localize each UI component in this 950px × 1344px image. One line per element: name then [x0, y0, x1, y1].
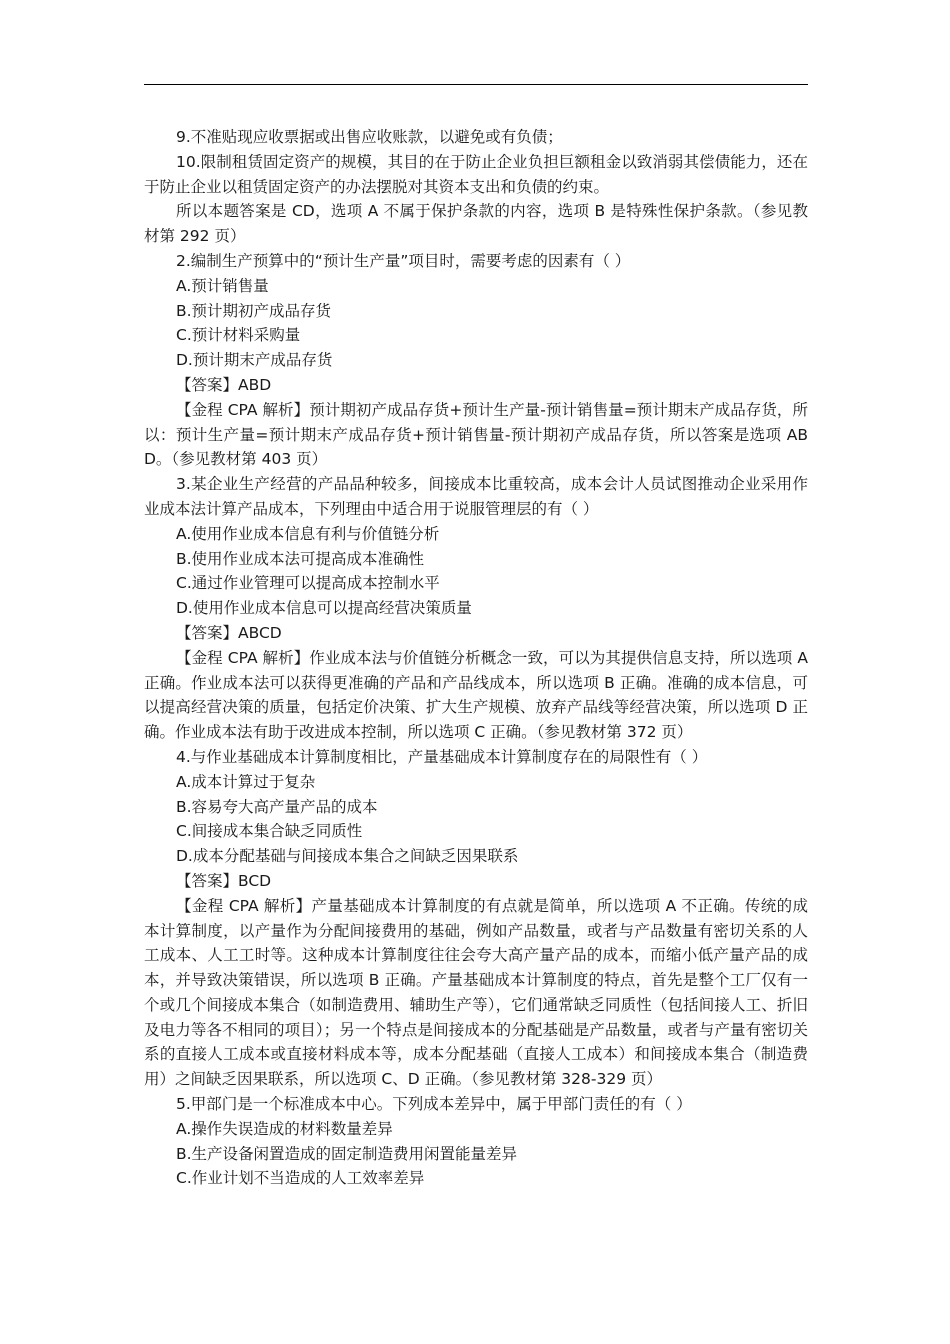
answer: 【答案】ABCD [176, 623, 282, 642]
question-5: 5.甲部门是一个标准成本中心。下列成本差异中，属于甲部门责任的有（ ） [176, 1095, 692, 1114]
paragraph: 10.限制租赁固定资产的规模，其目的在于防止企业负担巨额租金以致消弱其偿债能力，还在于防止企业以租赁固定资产的办法摆脱对其资本支出和负债的约束。 [144, 152, 808, 196]
option: B.容易夸大高产量产品的成本 [176, 797, 378, 816]
option: C.通过作业管理可以提高成本控制水平 [176, 574, 440, 593]
paragraph: 9.不准贴现应收票据或出售应收账款，以避免或有负债； [176, 128, 563, 146]
option: B.生产设备闲置造成的固定制造费用闲置能量差异 [176, 1144, 518, 1163]
explanation: 【金程 CPA 解析】预计期初产成品存货+预计生产量-预计销售量=预计期末产成品存货，所以：预计生产量=预计期末产成品存货+预计销售量-预计期初产成品存货，所以答案是选项 ABD。（参见教材第 403 页） [144, 400, 808, 469]
option: A.成本计算过于复杂 [176, 772, 316, 791]
option: C.作业计划不当造成的人工效率差异 [176, 1169, 425, 1188]
option: A.操作失误造成的材料数量差异 [176, 1119, 393, 1138]
paragraph: 所以本题答案是 CD，选项 A 不属于保护条款的内容，选项 B 是特殊性保护条款。（参见教材第 292 页） [144, 202, 808, 246]
option: B.预计期初产成品存货 [176, 301, 332, 320]
option: D.成本分配基础与间接成本集合之间缺乏因果联系 [176, 847, 519, 866]
option: C.预计材料采购量 [176, 326, 301, 345]
question-4: 4.与作业基础成本计算制度相比，产量基础成本计算制度存在的局限性有（ ） [176, 747, 708, 766]
explanation: 【金程 CPA 解析】产量基础成本计算制度的有点就是简单，所以选项 A 不正确。传统的成本计算制度，以产量作为分配间接费用的基础，例如产品数量，或者与产品数量有密切关系的人工成本、人工工时等。这种成本计算制度往往会夸大高产量产品的成本，而缩小低产量产品的成本，并导致决策错误，所以选项 B 正确。产量基础成本计算制度的特点，首先是整个工厂仅有一个或几个间接成本集合（如制造费用、辅助生产等），它们通常缺乏同质性（包括间接人工、折旧及电力等各不相同的项目）；另一个特点是间接成本的分配基础是产品数量，或者与产量有密切关系的直接人工成本或直接材料成本等，成本分配基础（直接人工成本）和间接成本集合（制造费用）之间缺乏因果联系，所以选项 C、D 正确。（参见教材第 328-329 页） [144, 896, 808, 1089]
question-3: 3.某企业生产经营的产品品种较多，间接成本比重较高，成本会计人员试图推动企业采用作业成本法计算产品成本，下列理由中适合用于说服管理层的有（ ） [144, 475, 808, 518]
option: B.使用作业成本法可提高成本准确性 [176, 549, 425, 568]
answer: 【答案】ABD [176, 375, 272, 394]
answer: 【答案】BCD [176, 871, 272, 890]
option: A.预计销售量 [176, 276, 269, 295]
option: A.使用作业成本信息有利与价值链分析 [176, 524, 440, 543]
explanation: 【金程 CPA 解析】作业成本法与价值链分析概念一致，可以为其提供信息支持，所以选项 A 正确。作业成本法可以获得更准确的产品和产品线成本，所以选项 B 正确。准确的成本信息，可以提高经营决策的质量，包括定价决策、扩大生产规模、放弃产品线等经营决策，所以选项 D 正确。作业成本法有助于改进成本控制，所以选项 C 正确。（参见教材第 372 页） [144, 648, 808, 742]
question-2: 2.编制生产预算中的“预计生产量”项目时，需要考虑的因素有（ ） [176, 251, 631, 270]
option: C.间接成本集合缺乏同质性 [176, 822, 363, 841]
header-rule [144, 84, 808, 85]
option: D.预计期末产成品存货 [176, 351, 333, 370]
option: D.使用作业成本信息可以提高经营决策质量 [176, 599, 472, 618]
document-body [144, 125, 808, 1191]
